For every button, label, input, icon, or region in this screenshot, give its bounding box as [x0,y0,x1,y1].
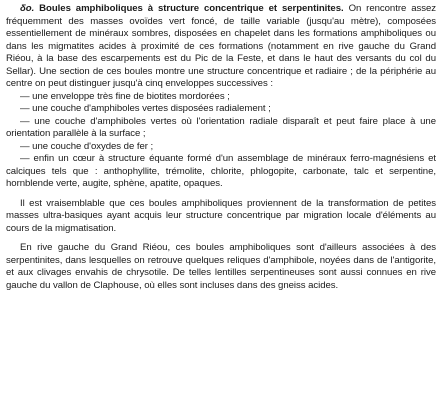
paragraph-origin: Il est vraisemblable que ces boules amphiboliques proviennent de la transformation de petites masses ultra-basiques ayant acquis leur structure concentrique par migration locale d'éléments au cours de la migmatisation. [6,197,436,234]
list-item: — une couche d'amphiboles vertes disposées radialement ; [20,103,271,114]
intro-text: On rencontre assez fréquemment des masses ovoïdes vert foncé, de taille variable (jusqu'au mètre), composées essentiellement de minéraux sombres, disposées en chapelet dans les formations amphiboliques ou dans les migmatites acides à proximité de ces formations (notamment en rive gauche du Grand Riéou, à la base des escarpements est du Pic de la Feste, et dans le haut des versants du col du Sellar). Une section de ces boules montre une structure concentrique et radiaire ; de la périphérie au centre on peut distinguer jusqu'à cinq enveloppes successives : [6,3,437,89]
paragraph-serpentinites: En rive gauche du Grand Riéou, ces boules amphiboliques sont d'ailleurs associées à des serpentinites, dans lesquelles on retrouve quelques reliques d'amphibole, noyées dans de l'antigorite, et aux clivages envahis de chrysotile. De telles lentilles serpentineuses sont aussi connues en rive gauche du vallon de Claphouse, où elles sont incluses dans des gneiss acides. [6,242,436,291]
section-code: δo. [20,3,35,14]
document-page [6,3,436,292]
envelope-list [6,91,436,191]
list-item: — une couche d'amphiboles vertes où l'orientation radiale disparaît et peut faire place à une orientation parallèle à la surface ; [6,115,436,139]
intro-paragraph [6,3,436,91]
section-title: Boules amphiboliques à structure concentrique et serpentinites. [39,3,344,14]
list-item: — enfin un cœur à structure équante formé d'un assemblage de minéraux ferro-magnésiens et calciques tels que : anthophyllite, trémolite, chlorite, phlogopite, carbonate, talc et serpentine, hornblende verte, augite, sphène, apatite, opaques. [6,153,436,189]
list-item: — une enveloppe très fine de biotites mordorées ; [20,90,230,102]
list-item: — une couche d'oxydes de fer ; [20,140,154,152]
